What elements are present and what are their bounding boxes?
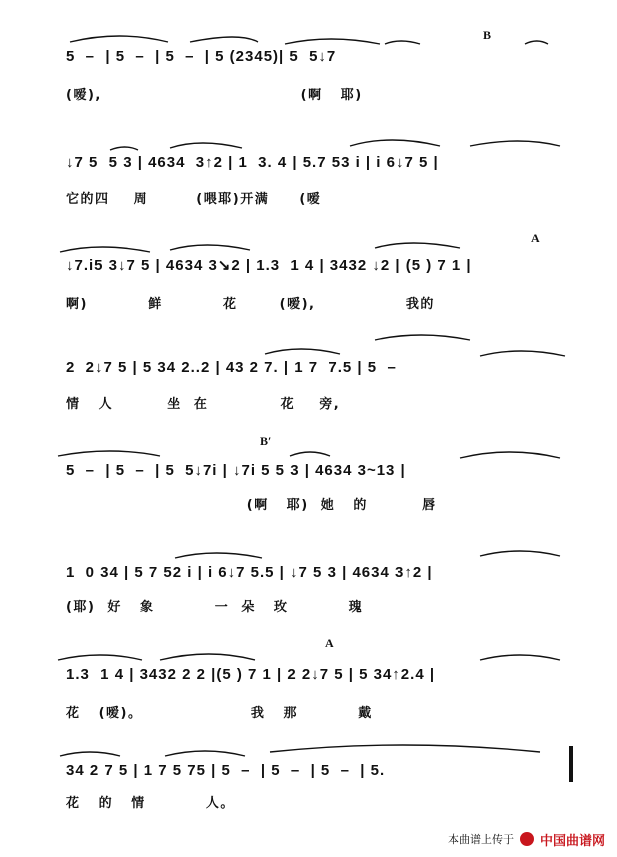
- slur: [190, 37, 258, 42]
- note-line: 5 – | 5 – | 5 – | 5 (2345)| 5 5↓7: [66, 48, 337, 65]
- footer-watermark: [448, 829, 605, 849]
- note-line: 1.3 1 4 | 3432 2 2 |(5 ) 7 1 | 2 2↓7 5 | 5 34↑2.4 |: [66, 666, 436, 683]
- slur: [470, 141, 560, 146]
- slur: [70, 36, 168, 42]
- note-line: ↓7.i5 3↓7 5 | 4634 3↘2 | 1.3 1 4 | 3432 ↓2 | (5 ) 7 1 |: [66, 257, 472, 274]
- slur: [160, 654, 255, 660]
- slur: [60, 247, 150, 252]
- lyric-line: 情 人 坐 在 花 旁,: [66, 397, 341, 412]
- slur: [110, 147, 138, 150]
- slur: [170, 245, 250, 250]
- slur: [290, 452, 330, 456]
- slur: [525, 41, 548, 44]
- note-line: 2 2↓7 5 | 5 34 2..2 | 43 2 7. | 1 7 7.5 | 5 –: [66, 359, 397, 376]
- slur: [460, 452, 560, 458]
- slur: [270, 745, 540, 752]
- lyric-line: (耶) 好 象 一 朵 玫 瑰: [66, 600, 364, 615]
- note-line: 34 2 7 5 | 1 7 5 75 | 5 – | 5 – | 5 – | 5.: [66, 762, 386, 779]
- slur: [60, 752, 120, 756]
- slur: [385, 41, 420, 44]
- note-line: 5 – | 5 – | 5 5↓7i | ↓7i 5 5 3 | 4634 3~13 |: [66, 462, 406, 479]
- slur: [265, 349, 340, 354]
- site-logo-icon: [520, 832, 534, 846]
- slur: [480, 655, 560, 660]
- lyric-line: (嗳), (啊 耶): [66, 88, 363, 103]
- slur: [480, 351, 565, 356]
- slur: [58, 655, 142, 660]
- slur: [175, 553, 262, 558]
- lyric-line: 花 (嗳)。 我 那 戴: [66, 706, 373, 721]
- slur: [350, 140, 440, 146]
- slur: [165, 751, 245, 756]
- rehearsal-mark: A: [325, 636, 334, 650]
- rehearsal-mark: A: [531, 231, 540, 245]
- rehearsal-mark: B′: [260, 434, 272, 448]
- slur: [285, 39, 380, 44]
- note-line: ↓7 5 5 3 | 4634 3↑2 | 1 3. 4 | 5.7 53 i | i 6↓7 5 |: [66, 154, 439, 171]
- slur: [170, 143, 242, 148]
- slur: [58, 451, 160, 456]
- note-line: 1 0 34 | 5 7 52 i | i 6↓7 5.5 | ↓7 5 3 | 4634 3↑2 |: [66, 564, 433, 581]
- lyric-line: 它的四 周 (喂耶)开满 (嗳: [66, 192, 322, 207]
- footer-brand: 中国曲谱网: [539, 833, 605, 849]
- footer-prefix: 本曲谱上传于: [447, 833, 514, 846]
- slur: [375, 335, 470, 340]
- slur: [480, 551, 560, 556]
- lyric-line: 花 的 情 人。: [66, 796, 235, 811]
- lyric-line: (啊 耶) 她 的 唇: [66, 498, 437, 513]
- lyric-line: 啊) 鲜 花 (嗳), 我的: [66, 297, 435, 312]
- slur: [375, 243, 460, 248]
- rehearsal-mark: B: [483, 28, 492, 42]
